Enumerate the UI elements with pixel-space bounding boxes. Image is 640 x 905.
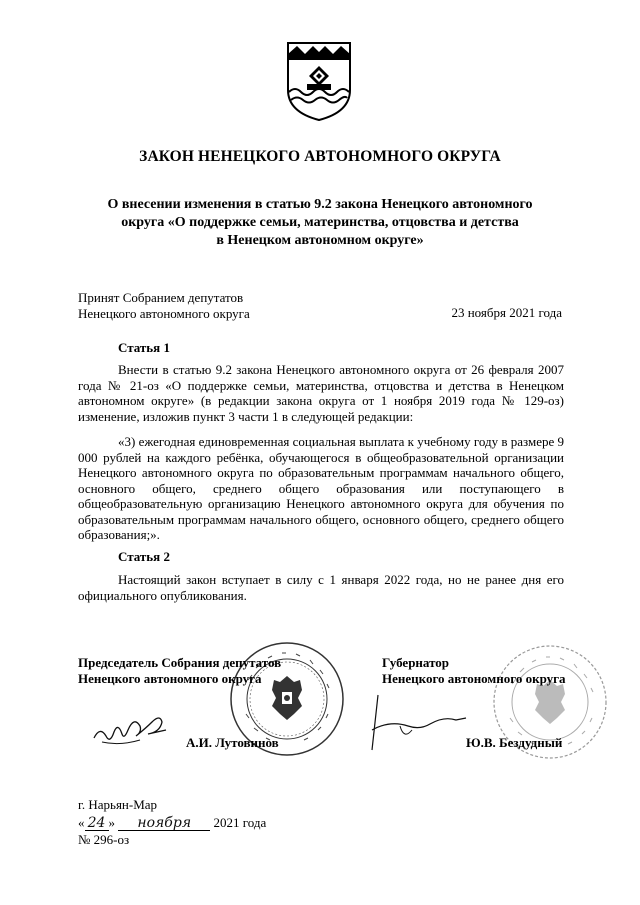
subtitle-line: в Ненецком автономном округе»	[216, 233, 424, 248]
article-1-body-quote	[78, 434, 564, 543]
law-title: ЗАКОН НЕНЕЦКОГО АВТОНОМНОГО ОКРУГА	[139, 148, 501, 165]
adoption-line-1: Принят Собранием депутатов	[78, 290, 244, 305]
right-signatory-block	[382, 655, 566, 686]
right-signatory-name: Ю.В. Бездудный	[466, 735, 563, 750]
handwritten-signature-icon	[90, 708, 170, 750]
left-signatory-block	[78, 655, 281, 686]
article-1-paragraph-1: Внести в статью 9.2 закона Ненецкого автономного округа от 26 февраля 2007 года № 21-оз «О поддержке семьи, материнства, отцовства и детства в Ненецком автономном округе» (в редакции закона округа от 1 ноября 2019 года № 129-оз) изменение, изложив пункт 3 части 1 в следующей редакции:	[78, 362, 564, 424]
subtitle-line: О внесении изменения в статью 9.2 закона Ненецкого автономного	[107, 197, 533, 212]
signing-month: ноября	[118, 816, 210, 831]
place-of-signing: г. Нарьян-Мар	[78, 797, 158, 812]
right-signatory-title-1: Губернатор	[382, 655, 450, 670]
article-2-body	[78, 572, 564, 603]
right-signatory-title-2: Ненецкого автономного округа	[382, 670, 566, 686]
subtitle-line: округа «О поддержке семьи, материнства, отцовства и детства	[121, 215, 519, 230]
left-signatory-title-2: Ненецкого автономного округа	[78, 670, 262, 686]
article-2-paragraph-1: Настоящий закон вступает в силу с 1 января 2022 года, но не ранее дня его официального опубликования.	[78, 572, 564, 603]
law-subtitle	[70, 196, 570, 250]
signing-day: 24	[85, 816, 109, 831]
article-1-body	[78, 362, 564, 424]
article-1-paragraph-2: «3) ежегодная единовременная социальная выплата к учебному году в размере 9 000 рублей на каждого ребёнка, обучающегося в общеобразовательной организации Ненецкого автономного округа по образовательным программам начального общего, основного общего, среднего общего образования или поступающего в общеобразовательную организацию Ненецкого автономного округа для обучения по образовательным программам начального общего, основного общего, среднего общего образования;».	[78, 434, 564, 542]
signing-year: 2021 года	[213, 815, 267, 830]
left-signatory-name: А.И. Лутовинов	[186, 735, 279, 750]
adoption-date: 23 ноября 2021 года	[451, 305, 562, 320]
signing-date: « 24 » ноября 2021 года	[78, 815, 267, 831]
law-number: № 296-оз	[78, 832, 130, 847]
nenets-coat-of-arms-icon	[285, 40, 353, 122]
article-2-heading: Статья 2	[118, 549, 170, 564]
adoption-block	[78, 290, 250, 321]
left-signatory-title-1: Председатель Собрания депутатов	[78, 655, 282, 670]
adoption-line-2: Ненецкого автономного округа	[78, 305, 250, 321]
article-1-heading: Статья 1	[118, 340, 170, 355]
handwritten-signature-icon	[360, 690, 470, 760]
